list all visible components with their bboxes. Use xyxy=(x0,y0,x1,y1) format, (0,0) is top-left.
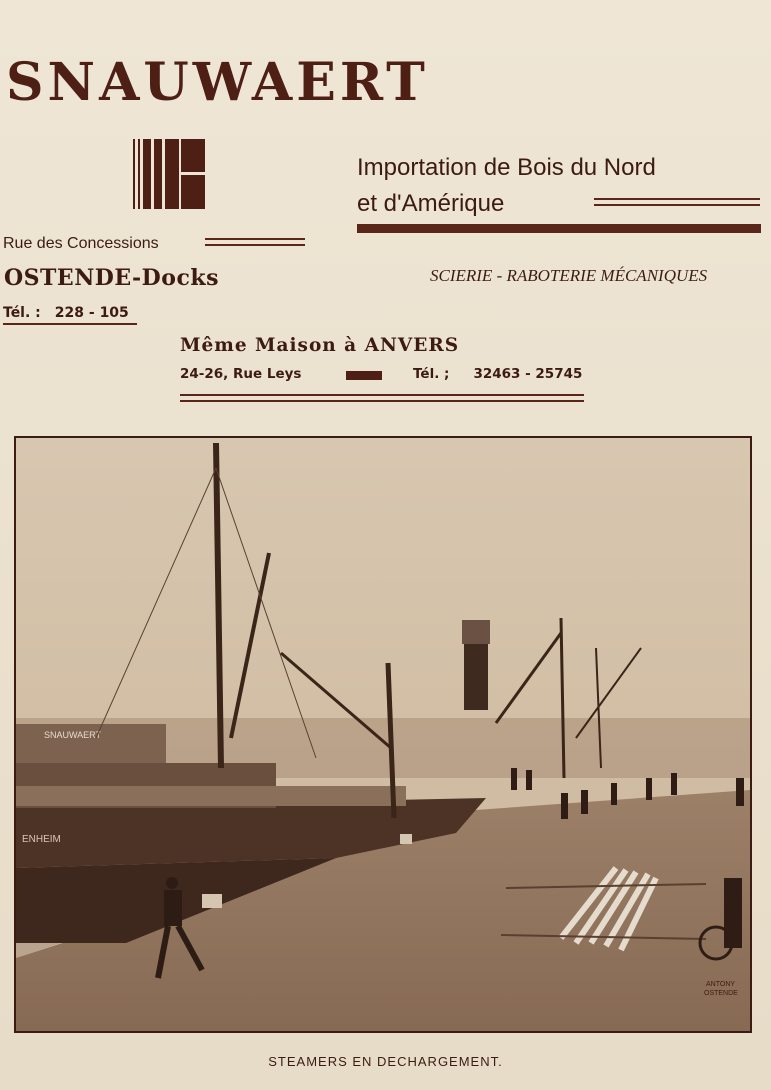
anvers-double-rule xyxy=(180,394,584,402)
tagline-double-rule xyxy=(594,198,760,206)
ostende-telephone xyxy=(3,305,137,325)
ostende-city: OSTENDE-Docks xyxy=(4,265,219,291)
anvers-address: 24-26, Rue Leys xyxy=(180,366,302,382)
anvers-heading: Même Maison à ANVERS xyxy=(180,335,460,356)
hull-sign: SNAUWAERT xyxy=(44,730,102,740)
ostende-street: Rue des Concessions xyxy=(3,235,159,252)
company-tagline xyxy=(357,150,656,222)
services-line: SCIERIE - RABOTERIE MÉCANIQUES xyxy=(430,266,708,285)
tel-number: 228 - 105 xyxy=(54,305,129,321)
separator-bar xyxy=(346,371,382,380)
photo-credit-line-1: ANTONY xyxy=(706,981,736,988)
photo-caption: STEAMERS EN DECHARGEMENT. xyxy=(268,1054,503,1069)
ship-name: ENHEIM xyxy=(22,834,61,845)
photo-credit-line-2: OSTENDE xyxy=(704,990,738,997)
tel-label: Tél. : xyxy=(3,305,41,321)
dock-photograph xyxy=(14,436,752,1033)
tel-numbers: 32463 - 25745 xyxy=(473,366,583,382)
tel-label: Tél. ; xyxy=(413,366,450,382)
company-logo-icon xyxy=(133,139,205,209)
steamship-dock-photo-icon xyxy=(16,438,750,1031)
tagline-line-1: Importation de Bois du Nord xyxy=(357,154,656,181)
tagline-line-2: et d'Amérique xyxy=(357,190,505,217)
anvers-telephone xyxy=(413,366,582,382)
company-name: SNAUWAERT xyxy=(6,52,429,113)
tagline-thick-rule xyxy=(357,224,761,233)
street-rule xyxy=(205,238,305,246)
